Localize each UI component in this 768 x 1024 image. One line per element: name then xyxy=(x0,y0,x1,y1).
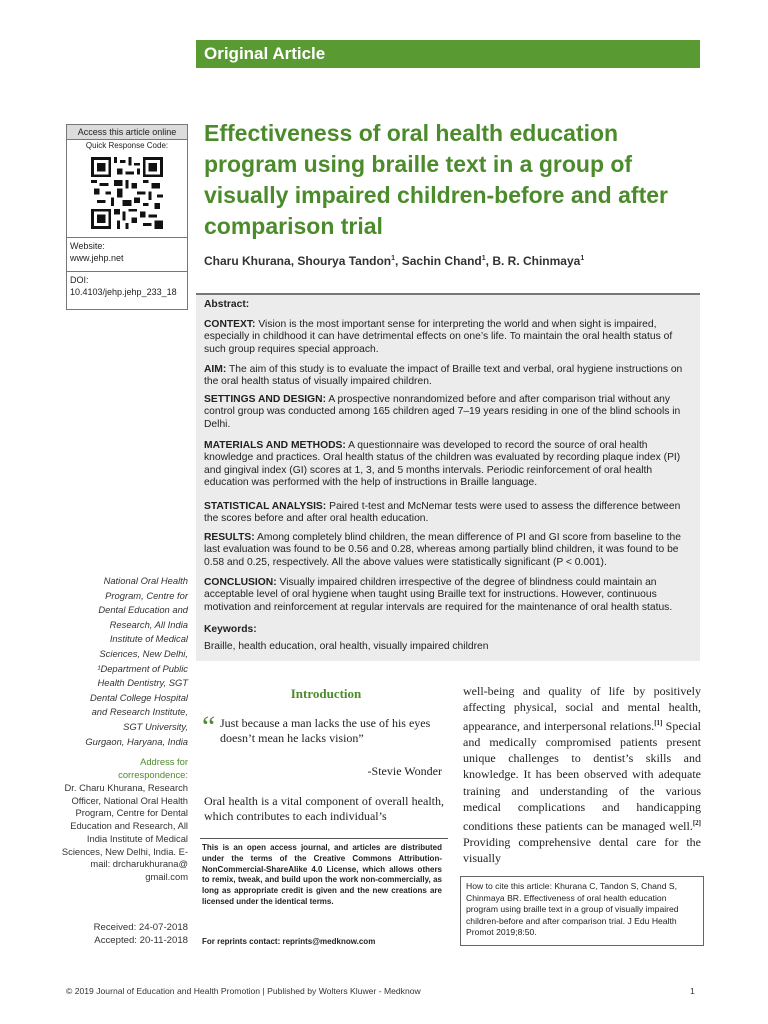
section-heading-introduction: Introduction xyxy=(290,686,362,701)
access-heading: Access this article online xyxy=(67,125,187,140)
qr-label: Quick Response Code: xyxy=(85,141,169,150)
how-to-cite-text: How to cite this article: Khurana C, Tandon S, Chand S, Chinmaya BR. Effectiveness of oral health education program using braille text in a group of visually impaired children-before and after comparison trial. J Edu Health Promot 2019;8:50. xyxy=(466,881,679,938)
article-type-label: Original Article xyxy=(204,44,326,63)
doi-link[interactable]: 10.4103/jehp.jehp_233_18 xyxy=(70,287,177,297)
correspondence-address: Dr. Charu Khurana, Research Officer, National Oral Health Program, Centre for Dental Education and Research, All India Institute of Medical Sciences, New Delhi, India. E-mail: drcharukhurana@ gmail.com xyxy=(61,782,188,882)
author-name: Sachin Chand xyxy=(401,254,482,268)
abstract-heading: Abstract: xyxy=(204,299,250,310)
author-name: B. R. Chinmaya xyxy=(492,254,581,268)
abstract-section-conclusion: CONCLUSION: Visually impaired children irrespective of the degree of blindness could maintain an acceptable level of oral hygiene when taught using Braille text for instructions. However, continuous motivation and reinforcement at regular intervals are required for the maintenance of oral health status. xyxy=(204,577,673,613)
abstract-box xyxy=(196,293,700,661)
abstract-section-design: SETTINGS AND DESIGN: A prospective nonrandomized before and after comparison trial without any control group was conducted among 165 children aged 7–19 years residing in one of the blind schools in Delhi. xyxy=(204,394,681,430)
divider xyxy=(67,271,187,272)
article-dates xyxy=(70,922,188,947)
accepted-date: Accepted: 20-11-2018 xyxy=(94,934,188,946)
received-date: Received: 24-07-2018 xyxy=(93,922,188,933)
abstract-section-context: CONTEXT: Vision is the most important sense for interpreting the world and when sight is impaired, especially in childhood it can have detrimental effects on one’s life. To maintain the oral health status of such group requires special approach. xyxy=(204,319,673,355)
keywords-list: Braille, health education, oral health, visually impaired children xyxy=(204,641,489,652)
divider xyxy=(67,237,187,238)
qr-code-icon[interactable] xyxy=(91,157,163,229)
access-online-box xyxy=(66,124,188,310)
article-title: Effectiveness of oral health education program using braille text in a group of visually impaired children-before and after comparison trial xyxy=(204,120,668,239)
abstract-section-results: RESULTS: Among completely blind children, the mean difference of PI and GI score from baseline to the last evaluation was found to be 0.56 and 0.28, whereas among partially blind children, it was found to be 0.58 and 0.25, respectively. All the above values were statistically significant (P < 0.001). xyxy=(204,532,681,568)
author-affiliations: National Oral Health Program, Centre for Dental Education and Research, All India Institute of Medical Sciences, New Delhi, ¹Department of Public Health Dentistry, SGT Dental College Hospital and Research Institute, SGT University, Gurgaon, Haryana, India xyxy=(85,575,188,747)
how-to-cite-box xyxy=(460,876,704,946)
affiliation-marker: 1 xyxy=(580,255,585,262)
website-label: Website: xyxy=(70,241,105,251)
author-name: Charu Khurana xyxy=(204,254,291,268)
abstract-section-aim: AIM: The aim of this study is to evaluate the impact of Braille text and verbal, oral hygiene instructions on the oral health status of visually impaired children. xyxy=(204,364,683,388)
author-name: Shourya Tandon xyxy=(297,254,392,268)
reprints-contact: For reprints contact: reprints@medknow.com xyxy=(202,937,376,946)
page-number: 1 xyxy=(690,986,695,996)
correspondence-label: Address for correspondence: xyxy=(118,756,188,780)
epigraph-quote: Just because a man lacks the use of his eyes doesn’t mean he lacks vision” xyxy=(220,716,431,745)
body-paragraph: Oral health is a vital component of overall health, which contributes to each individual’s xyxy=(204,794,444,824)
body-paragraph: well-being and quality of life by positively affecting physical, social and mental health, appearance, and interpersonal relations.[1] Special and medically compromised patients present unique challenges to dentist’s skills and knowledge. It has been observed with adequate training and understanding of the various medical complications and handicapping conditions these patients can be managed well.[2] Providing comprehensive dental care for the visually xyxy=(463,684,701,865)
affiliation-marker: 1 xyxy=(481,255,486,262)
epigraph-author: -Stevie Wonder xyxy=(367,764,442,778)
abstract-top-rule xyxy=(196,293,700,295)
abstract-section-statistics: STATISTICAL ANALYSIS: Paired t-test and McNemar tests were used to assess the difference between the scores before and after oral health education. xyxy=(204,501,681,525)
website-link[interactable]: www.jehp.net xyxy=(70,253,124,263)
affiliation-marker: 1 xyxy=(391,255,396,262)
abstract-section-methods: MATERIALS AND METHODS: A questionnaire was developed to record the source of oral health knowledge and practices. Oral health status of the children was evaluated by recording plaque index (PI) and gingival index (GI) scores at 1, 3, and 5 months intervals. Periodic reinforcement of oral health education was performed with the help of instructions in Braille language. xyxy=(204,440,681,489)
open-access-notice: This is an open access journal, and articles are distributed under the terms of the Creative Commons Attribution-NonCommercial-ShareAlike 4.0 License, which allows others to remix, tweak, and build upon the work non-commercially, as long as appropriate credit is given and the new creations are licensed under the identical terms. xyxy=(202,843,442,906)
author-list: Charu Khurana, Shourya Tandon$^1$, Sachin Chand$^1$, B. R. Chinmaya$^1$ xyxy=(204,254,585,268)
divider xyxy=(200,838,448,839)
article-type-banner xyxy=(196,40,700,68)
citation-ref[interactable]: [1] xyxy=(654,719,663,728)
page-footer: © 2019 Journal of Education and Health Promotion | Published by Wolters Kluwer - Medknow xyxy=(66,986,421,996)
doi-label: DOI: xyxy=(70,275,89,285)
quote-mark-icon: “ xyxy=(202,710,216,743)
keywords-heading: Keywords: xyxy=(204,624,257,635)
citation-ref[interactable]: [2] xyxy=(692,818,701,827)
